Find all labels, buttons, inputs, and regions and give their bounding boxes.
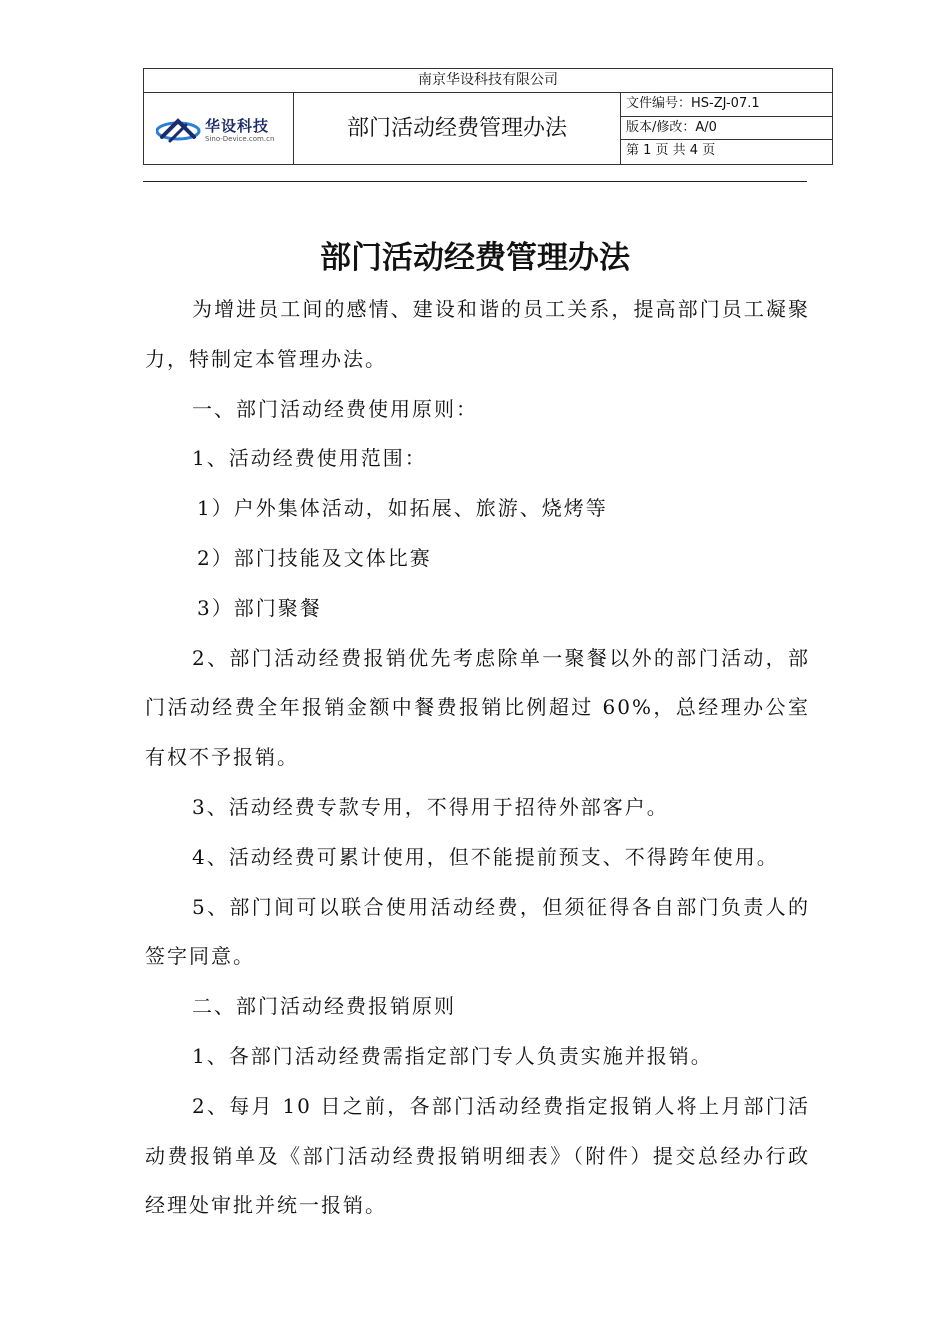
paragraph-item: 1、各部门活动经费需指定部门专人负责实施并报销。 [192, 1043, 713, 1068]
page-indicator: 第 1 页 共 4 页 [626, 143, 716, 159]
doc-number: 文件编号：HS-ZJ-07.1 [621, 93, 832, 117]
header-meta [621, 93, 832, 164]
company-name: 南京华设科技有限公司 [144, 69, 832, 93]
header-title: 部门活动经费管理办法 [294, 93, 621, 164]
paragraph-item: 5、部门间可以联合使用活动经费，但须征得各自部门负责人的签字同意。 [145, 894, 810, 969]
list-item: 3）部门聚餐 [197, 595, 322, 620]
section-heading-1: 一、部门活动经费使用原则： [192, 396, 478, 421]
paragraph-item: 2、部门活动经费报销优先考虑除单一聚餐以外的部门活动，部门活动经费全年报销金额中餐费报销比例超过 60%，总经理办公室有权不予报销。 [145, 645, 810, 770]
logo-text-cn: 华设科技 [205, 117, 270, 135]
document-header-table [143, 68, 833, 165]
company-logo [156, 115, 286, 147]
list-item: 2）部门技能及文体比赛 [197, 545, 432, 570]
list-item: 1）户外集体活动，如拓展、旅游、烧烤等 [197, 496, 608, 521]
logo-cell [144, 93, 294, 164]
paragraph-item: 1、活动经费使用范围： [192, 446, 427, 471]
section-heading-2: 二、部门活动经费报销原则 [192, 994, 456, 1019]
paragraph-item: 2、每月 10 日之前，各部门活动经费指定报销人将上月部门活动费报销单及《部门活动经费报销明细表》（附件）提交总经办行政经理处审批并统一报销。 [145, 1093, 810, 1218]
paragraph-item: 4、活动经费可累计使用，但不能提前预支、不得跨年使用。 [192, 844, 779, 869]
header-divider [143, 181, 807, 182]
doc-version: 版本/修改：A/0 [621, 117, 832, 141]
company-logo-icon [156, 115, 202, 147]
document-body [145, 285, 810, 1231]
paragraph-intro: 为增进员工间的感情、建设和谐的员工关系，提高部门员工凝聚力，特制定本管理办法。 [145, 297, 810, 371]
document-title: 部门活动经费管理办法 [320, 240, 630, 276]
paragraph-item: 3、活动经费专款专用，不得用于招待外部客户。 [192, 794, 669, 819]
logo-text-en: Sino-Device.com.cn [205, 135, 275, 143]
